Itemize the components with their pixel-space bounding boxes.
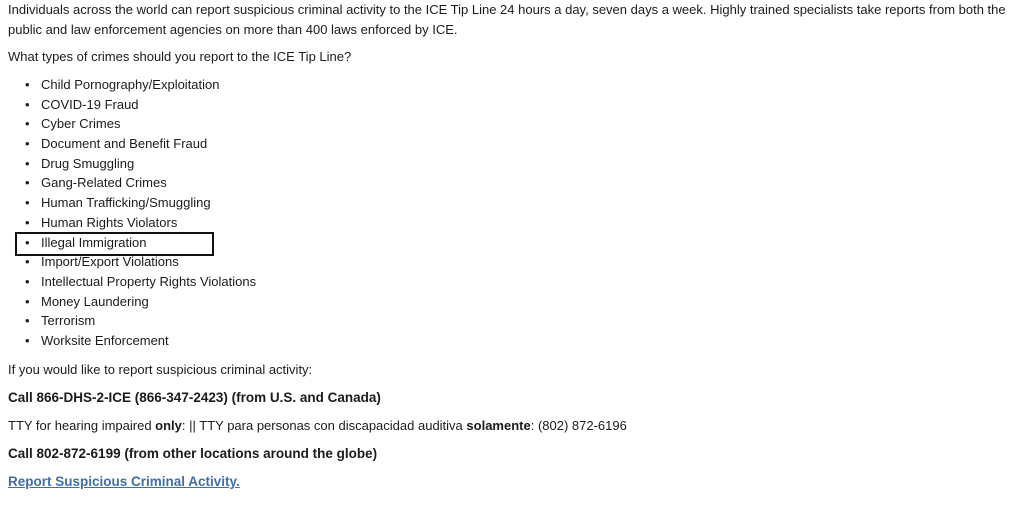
- list-item-label: Child Pornography/Exploitation: [41, 77, 220, 92]
- list-item-label: Intellectual Property Rights Violations: [41, 273, 257, 289]
- bullet-icon: •: [25, 214, 30, 230]
- list-item-document-benefit-fraud: [8, 134, 1018, 154]
- intro-paragraph: Individuals across the world can report suspicious criminal activity to the ICE Tip Line 24 hours a day, seven days a week. Highly trained specialists take reports from both the public and law enforcement agencies on more than 400 laws enforced by ICE.: [8, 2, 1006, 37]
- bullet-icon: •: [25, 313, 30, 329]
- bullet-icon: •: [25, 136, 30, 152]
- tty-info: [8, 416, 1018, 436]
- list-item-cyber-crimes: [8, 114, 1018, 134]
- list-item-money-laundering: [8, 292, 1018, 312]
- crime-types-list: [8, 75, 1018, 351]
- list-item-label: Illegal Immigration: [41, 234, 147, 250]
- list-item-human-rights-violators: [8, 213, 1018, 233]
- list-item-label: Human Trafficking/Smuggling: [41, 195, 211, 211]
- list-item-terrorism: [8, 311, 1018, 331]
- list-item-import-export: [8, 252, 1018, 272]
- list-item-drug-smuggling: [8, 154, 1018, 174]
- list-item-label: Cyber Crimes: [41, 116, 121, 132]
- report-link-paragraph: [8, 472, 1018, 492]
- list-item-label: Terrorism: [41, 313, 96, 329]
- tty-prefix: TTY for hearing impaired: [8, 417, 156, 433]
- tty-solamente: solamente: [466, 417, 531, 433]
- bullet-icon: •: [25, 293, 30, 309]
- list-item-label: Drug Smuggling: [41, 155, 135, 171]
- report-intro-text: If you would like to report suspicious criminal activity:: [8, 361, 313, 377]
- list-item-covid-fraud: [8, 95, 1018, 115]
- list-item-child-exploitation: [8, 75, 1018, 95]
- list-item-worksite-enforcement: [8, 331, 1018, 351]
- bullet-icon: •: [25, 332, 30, 348]
- list-item-label: Import/Export Violations: [41, 254, 179, 270]
- list-item-human-trafficking: [8, 193, 1018, 213]
- list-item-label: Human Rights Violators: [41, 214, 178, 230]
- call-us-canada: Call 866-DHS-2-ICE (866-347-2423) (from U.S. and Canada): [8, 389, 381, 405]
- tty-number: : (802) 872-6196: [530, 417, 627, 433]
- tty-middle: : || TTY para personas con discapacidad auditiva: [181, 417, 467, 433]
- list-item-illegal-immigration: [8, 233, 1018, 253]
- bullet-icon: •: [25, 234, 30, 250]
- list-item-intellectual-property: [8, 272, 1018, 292]
- bullet-icon: •: [25, 254, 30, 270]
- bullet-icon: •: [25, 116, 30, 132]
- main-content: [8, 0, 1018, 492]
- bullet-icon: •: [25, 195, 30, 211]
- bullet-icon: •: [25, 155, 30, 171]
- bullet-icon: •: [25, 77, 30, 92]
- call-global: Call 802-872-6199 (from other locations around the globe): [8, 445, 378, 461]
- bullet-icon: •: [25, 175, 30, 191]
- list-item-label: COVID-19 Fraud: [41, 96, 139, 112]
- list-item-gang-crimes: [8, 173, 1018, 193]
- report-suspicious-activity-link[interactable]: Report Suspicious Criminal Activity.: [8, 473, 240, 489]
- crime-types-question: What types of crimes should you report to the ICE Tip Line?: [8, 49, 352, 64]
- list-item-label: Money Laundering: [41, 293, 149, 309]
- list-item-label: Worksite Enforcement: [41, 332, 169, 348]
- bullet-icon: •: [25, 96, 30, 112]
- list-item-label: Gang-Related Crimes: [41, 175, 167, 191]
- bullet-icon: •: [25, 273, 30, 289]
- tty-only: only: [155, 417, 182, 433]
- list-item-label: Document and Benefit Fraud: [41, 136, 208, 152]
